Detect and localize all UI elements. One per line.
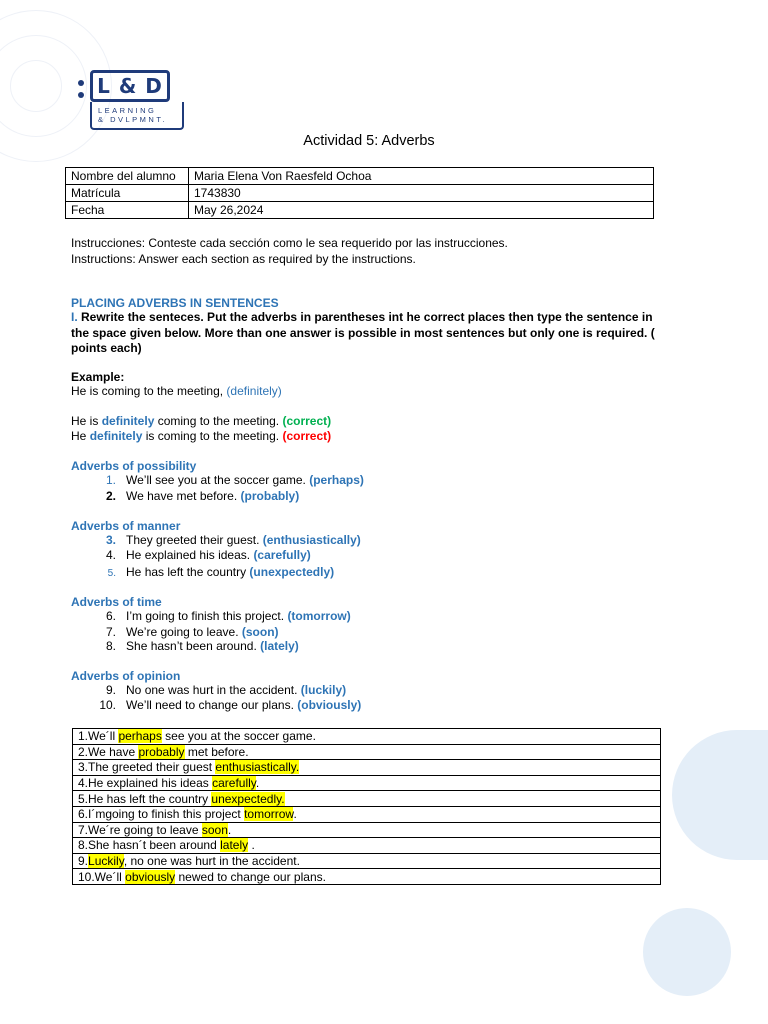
item-adverb: (obviously) <box>297 698 362 712</box>
item-adverb: (probably) <box>240 489 300 503</box>
table-row <box>66 185 654 202</box>
answer-cell <box>73 806 661 822</box>
answer-cell <box>73 729 661 745</box>
correct-tag: (correct) <box>282 414 332 428</box>
answer-text: 1.We´ll <box>78 729 119 744</box>
list-item <box>92 565 334 581</box>
info-label: Fecha <box>66 202 189 219</box>
answer-text: . <box>293 807 297 822</box>
decorative-ring <box>10 60 62 112</box>
item-text: I’m going to finish this project. <box>126 609 288 623</box>
info-value: 1743830 <box>189 185 654 202</box>
list-item <box>92 609 351 624</box>
answer-text: 5.He has left the country <box>78 791 212 806</box>
item-adverb: (luckily) <box>300 683 347 697</box>
list-item <box>92 548 311 563</box>
answer-text: 9. <box>78 854 89 869</box>
section-title: PLACING ADVERBS IN SENTENCES <box>71 296 279 310</box>
list-item <box>92 683 346 698</box>
answer-text: . <box>227 822 232 837</box>
answer-cell <box>73 791 661 807</box>
list-item <box>92 639 299 654</box>
answers-table <box>72 728 661 885</box>
list-item <box>92 698 361 713</box>
item-number: 10. <box>99 698 116 712</box>
answer-highlight: enthusiastically. <box>215 760 300 775</box>
item-adverb: (lately) <box>260 639 299 653</box>
item-text: We’ll need to change our plans. <box>126 698 298 712</box>
roman-numeral: I. <box>71 310 78 324</box>
answer-text: 2.We have <box>78 744 139 759</box>
list-item <box>92 473 364 488</box>
table-row <box>66 168 654 185</box>
answer-highlight: Luckily <box>88 854 124 869</box>
item-adverb: (soon) <box>241 625 279 639</box>
item-number: 1. <box>105 473 116 487</box>
logo-line-2: & DVLPMNT. <box>98 115 168 124</box>
item-number: 9. <box>105 683 116 697</box>
answer-text: newed to change our plans. <box>175 869 326 884</box>
category-title: Adverbs of possibility <box>71 459 197 473</box>
item-text: They greeted their guest. <box>126 533 263 547</box>
info-label: Matrícula <box>66 185 189 202</box>
table-row <box>73 806 661 822</box>
list-item <box>92 625 279 640</box>
category-title: Adverbs of opinion <box>71 669 181 683</box>
example-text: coming to the meeting. <box>154 414 283 428</box>
answer-cell <box>73 760 661 776</box>
category-title: Adverbs of manner <box>71 519 181 533</box>
answer-highlight: tomorrow <box>244 807 294 822</box>
answer-cell <box>73 853 661 869</box>
table-row <box>73 869 661 885</box>
list-item <box>92 533 361 548</box>
answer-text: 3.The greeted their guest <box>78 760 216 775</box>
table-row <box>73 822 661 838</box>
item-number: 8. <box>105 639 116 653</box>
info-label: Nombre del alumno <box>66 168 189 185</box>
example-correct-1 <box>71 414 331 429</box>
logo-dots-icon <box>78 78 86 100</box>
table-row <box>73 744 661 760</box>
example-text: He <box>71 429 90 443</box>
answer-highlight: carefully <box>212 776 256 791</box>
table-row <box>73 853 661 869</box>
task-text: Rewrite the senteces. Put the adverbs in parentheses int he correct places then type the sentence in the space given below. More than one answer is possible in most sentences but only one is required. ( points each) <box>71 310 655 355</box>
page-title: Actividad 5: Adverbs <box>303 133 435 149</box>
answer-text: met before. <box>184 744 249 759</box>
table-row <box>66 202 654 219</box>
item-number: 5. <box>107 568 116 579</box>
answer-highlight: lately <box>220 838 249 853</box>
item-text: We have met before. <box>126 489 241 503</box>
correct-tag: (correct) <box>282 429 332 443</box>
item-adverb: (enthusiastically) <box>262 533 361 547</box>
info-value: Maria Elena Von Raesfeld Ochoa <box>189 168 654 185</box>
item-text: No one was hurt in the accident. <box>126 683 301 697</box>
answer-text: 6.I´mgoing to finish this project <box>78 807 245 822</box>
answer-highlight: soon <box>201 822 228 837</box>
item-number: 3. <box>105 533 116 547</box>
info-value: May 26,2024 <box>189 202 654 219</box>
item-adverb: (perhaps) <box>309 473 364 487</box>
decorative-circle <box>643 908 731 996</box>
answer-text: 10.We´ll <box>78 869 126 884</box>
item-adverb: (carefully) <box>253 548 311 562</box>
example-text: He is coming to the meeting, <box>71 384 227 398</box>
logo-subtitle <box>90 102 184 130</box>
example-adverb: definitely <box>89 429 143 443</box>
task-instructions <box>71 310 671 357</box>
example-correct-2 <box>71 429 331 444</box>
answer-text: 7.We´re going to leave <box>78 822 202 837</box>
answer-cell <box>73 775 661 791</box>
item-adverb: (unexpectedly) <box>249 565 335 579</box>
item-number: 2. <box>105 489 116 503</box>
example-heading: Example: <box>71 370 125 384</box>
item-text: She hasn’t been around. <box>126 639 261 653</box>
example-adverb: definitely <box>101 414 155 428</box>
table-row <box>73 760 661 776</box>
student-info-table <box>65 167 654 219</box>
logo-line-1: LEARNING <box>98 106 157 115</box>
answer-text: . <box>248 838 255 853</box>
table-row <box>73 775 661 791</box>
answer-text: see you at the soccer game. <box>161 729 316 744</box>
answer-cell <box>73 869 661 885</box>
item-text: He has left the country <box>126 565 250 579</box>
answer-highlight: unexpectedly. <box>211 791 285 806</box>
item-number: 4. <box>105 548 116 562</box>
table-row <box>73 838 661 854</box>
table-row <box>73 791 661 807</box>
example-adverb: (definitely) <box>226 384 282 398</box>
logo <box>90 70 170 102</box>
item-text: We’re going to leave. <box>126 625 242 639</box>
category-title: Adverbs of time <box>71 595 162 609</box>
answer-cell <box>73 838 661 854</box>
answer-text: . <box>255 776 260 791</box>
decorative-circle <box>672 730 768 860</box>
table-row <box>73 729 661 745</box>
logo-text: L & D <box>97 74 163 98</box>
answer-text: 8.She hasn´t been around <box>78 838 221 853</box>
answer-cell <box>73 744 661 760</box>
answer-text: , no one was hurt in the accident. <box>123 854 300 869</box>
instructions-es: Instrucciones: Conteste cada sección como le sea requerido por las instrucciones. <box>71 236 508 250</box>
item-adverb: (tomorrow) <box>287 609 351 623</box>
answer-cell <box>73 822 661 838</box>
example-sentence <box>71 384 282 399</box>
answer-text: 4.He explained his ideas <box>78 776 213 791</box>
item-text: We’ll see you at the soccer game. <box>126 473 310 487</box>
answer-highlight: perhaps <box>118 729 162 744</box>
answer-highlight: obviously <box>125 869 176 884</box>
example-text: is coming to the meeting. <box>142 429 283 443</box>
answer-highlight: probably <box>138 744 185 759</box>
item-text: He explained his ideas. <box>126 548 254 562</box>
list-item <box>92 489 299 504</box>
item-number: 7. <box>105 625 116 639</box>
item-number: 6. <box>105 609 116 623</box>
instructions <box>71 236 508 267</box>
example-text: He is <box>71 414 102 428</box>
instructions-en: Instructions: Answer each section as required by the instructions. <box>71 251 416 266</box>
